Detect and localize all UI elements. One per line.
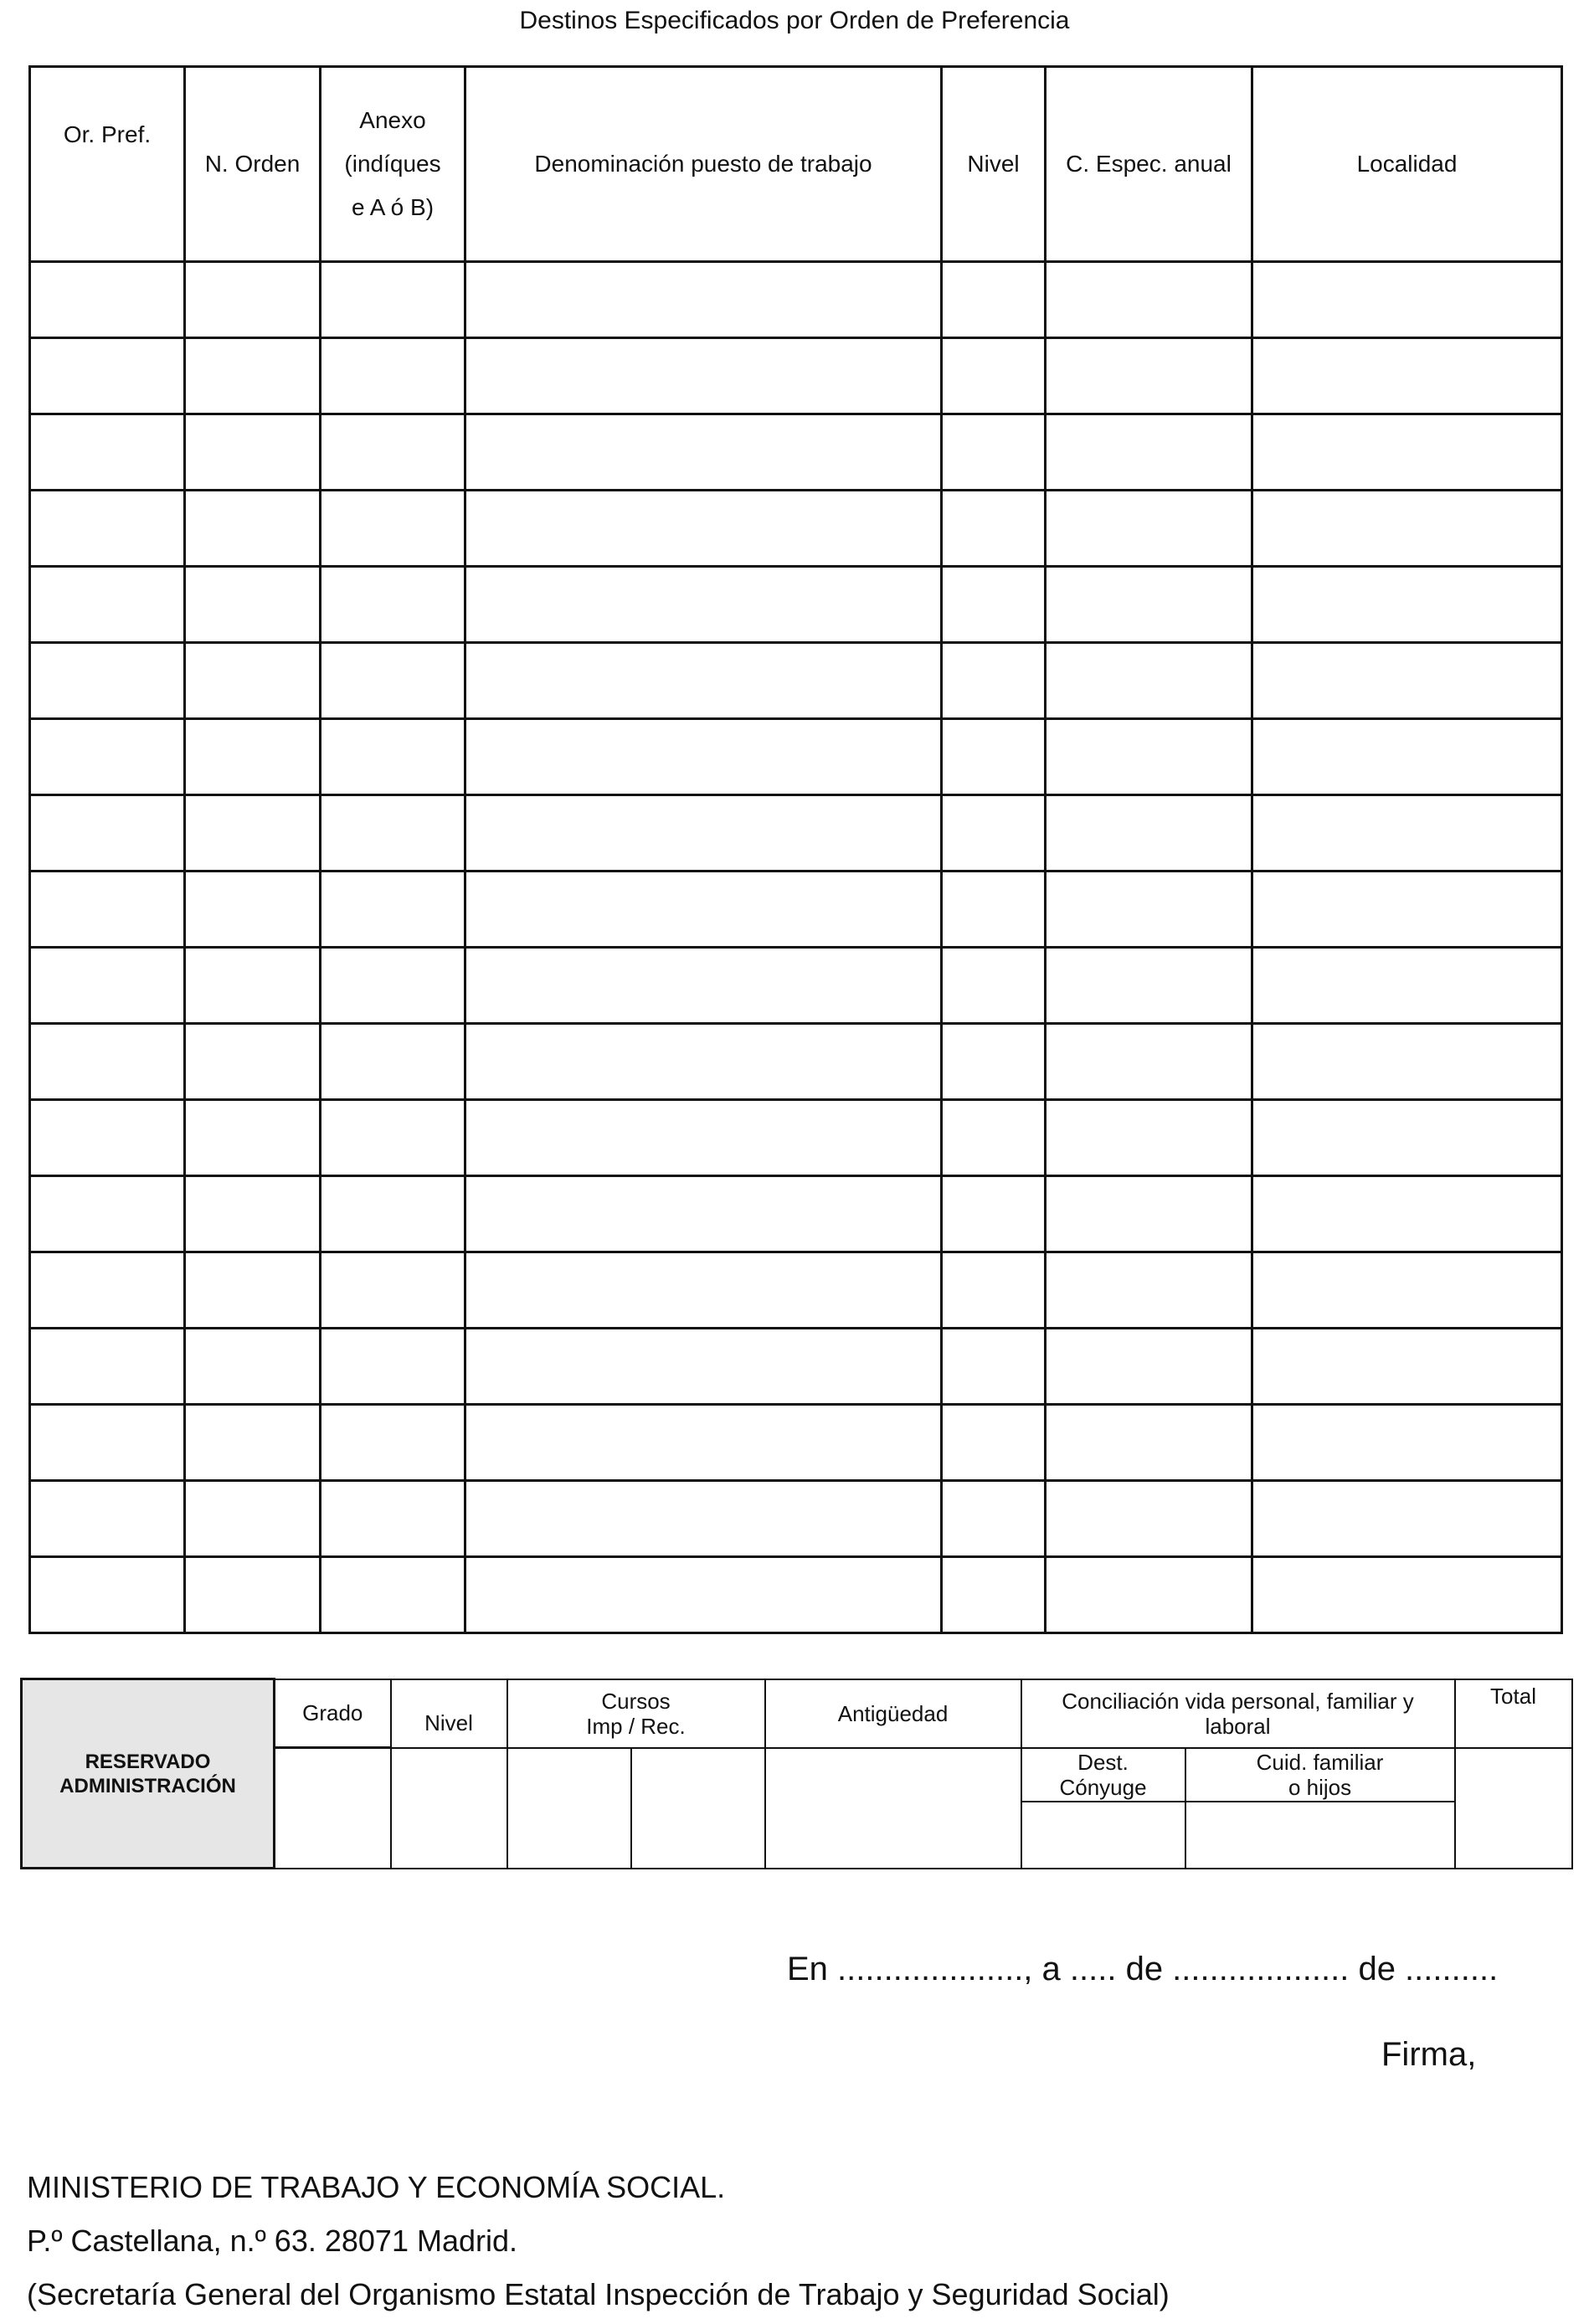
cell-n-orden [185, 1100, 321, 1176]
table-row [30, 1405, 1562, 1481]
cell-n-orden [185, 1176, 321, 1252]
cell-localidad [1252, 1557, 1562, 1633]
cell-n-orden [185, 1405, 321, 1481]
cell-n-orden [185, 1557, 321, 1633]
admin-cell-dest-conyuge [1021, 1802, 1185, 1869]
cell-localidad [1252, 719, 1562, 795]
cell-anexo [321, 1329, 465, 1405]
cell-nivel [942, 491, 1046, 567]
cell-localidad [1252, 795, 1562, 872]
cell-anexo [321, 872, 465, 948]
reserved-administration-label [22, 1679, 275, 1869]
cell-nivel [942, 1100, 1046, 1176]
cell-localidad [1252, 1405, 1562, 1481]
cell-localidad [1252, 1329, 1562, 1405]
cell-c-espec [1046, 1176, 1252, 1252]
cell-anexo [321, 491, 465, 567]
cell-n-orden [185, 1329, 321, 1405]
cell-denominacion [465, 1405, 942, 1481]
preference-table [28, 65, 1563, 1634]
cell-or-pref [30, 643, 185, 719]
cell-anexo [321, 1176, 465, 1252]
cell-or-pref [30, 414, 185, 491]
cell-denominacion [465, 1100, 942, 1176]
cell-or-pref [30, 567, 185, 643]
cell-anexo [321, 1405, 465, 1481]
cell-denominacion [465, 262, 942, 338]
cell-denominacion [465, 948, 942, 1024]
cell-or-pref [30, 1024, 185, 1100]
cell-denominacion [465, 1252, 942, 1329]
cell-localidad [1252, 567, 1562, 643]
cell-n-orden [185, 719, 321, 795]
cell-nivel [942, 643, 1046, 719]
cell-anexo [321, 1024, 465, 1100]
cell-c-espec [1046, 719, 1252, 795]
preference-table-body [30, 262, 1562, 1633]
cell-or-pref [30, 1100, 185, 1176]
cell-denominacion [465, 872, 942, 948]
table-row [30, 1557, 1562, 1633]
cell-c-espec [1046, 338, 1252, 414]
cell-c-espec [1046, 1252, 1252, 1329]
cell-c-espec [1046, 948, 1252, 1024]
admin-subheader-dest-conyuge [1021, 1748, 1185, 1802]
header-anexo [321, 67, 465, 262]
cell-localidad [1252, 338, 1562, 414]
cell-c-espec [1046, 414, 1252, 491]
cell-or-pref [30, 872, 185, 948]
cell-or-pref [30, 1557, 185, 1633]
table-row [30, 872, 1562, 948]
cell-localidad [1252, 1481, 1562, 1557]
cell-localidad [1252, 414, 1562, 491]
admin-cell-cursos-imp [507, 1748, 631, 1869]
admin-cell-total [1455, 1748, 1572, 1869]
cell-or-pref [30, 1481, 185, 1557]
cell-denominacion [465, 338, 942, 414]
cell-anexo [321, 719, 465, 795]
cell-nivel [942, 338, 1046, 414]
table-row [30, 1252, 1562, 1329]
cell-nivel [942, 948, 1046, 1024]
cell-n-orden [185, 1024, 321, 1100]
cell-anexo [321, 414, 465, 491]
dest-line1: Dest. [1077, 1749, 1129, 1775]
table-row [30, 795, 1562, 872]
table-row [30, 1100, 1562, 1176]
cell-or-pref [30, 948, 185, 1024]
cell-c-espec [1046, 1405, 1252, 1481]
admin-header-cursos [507, 1679, 765, 1748]
cell-c-espec [1046, 643, 1252, 719]
table-row [30, 262, 1562, 338]
cell-c-espec [1046, 1329, 1252, 1405]
date-place-line: En ...................., a ..... de ................... de .......... [787, 1951, 1499, 1987]
cell-denominacion [465, 1329, 942, 1405]
table-row [30, 643, 1562, 719]
cell-nivel [942, 872, 1046, 948]
cell-n-orden [185, 872, 321, 948]
cell-denominacion [465, 491, 942, 567]
cell-n-orden [185, 491, 321, 567]
admin-header-total: Total [1455, 1679, 1572, 1748]
table-row [30, 414, 1562, 491]
cell-or-pref [30, 491, 185, 567]
cell-nivel [942, 1405, 1046, 1481]
cell-or-pref [30, 262, 185, 338]
admin-subheader-cuid-familiar [1185, 1748, 1455, 1802]
cell-c-espec [1046, 1024, 1252, 1100]
cell-c-espec [1046, 491, 1252, 567]
cell-n-orden [185, 262, 321, 338]
cell-nivel [942, 719, 1046, 795]
table-row [30, 1024, 1562, 1100]
cuid-line2: o hijos [1288, 1774, 1352, 1800]
cell-or-pref [30, 1329, 185, 1405]
cell-anexo [321, 643, 465, 719]
table-row [30, 948, 1562, 1024]
admin-cell-cuid-familiar [1185, 1802, 1455, 1869]
cell-localidad [1252, 262, 1562, 338]
cell-localidad [1252, 872, 1562, 948]
cell-nivel [942, 1481, 1046, 1557]
cell-or-pref [30, 795, 185, 872]
cursos-line1: Cursos [601, 1688, 671, 1714]
cell-anexo [321, 1100, 465, 1176]
cell-denominacion [465, 414, 942, 491]
cell-or-pref [30, 1176, 185, 1252]
cell-denominacion [465, 567, 942, 643]
cell-localidad [1252, 948, 1562, 1024]
cell-nivel [942, 567, 1046, 643]
header-localidad: Localidad [1252, 67, 1562, 262]
cell-anexo [321, 262, 465, 338]
header-anexo-line1: Anexo [359, 107, 426, 133]
cell-or-pref [30, 1405, 185, 1481]
cell-denominacion [465, 643, 942, 719]
page-title: Destinos Especificados por Orden de Preferencia [519, 7, 1070, 34]
cell-or-pref [30, 719, 185, 795]
table-row [30, 1176, 1562, 1252]
header-c-espec: C. Espec. anual [1046, 67, 1252, 262]
cell-anexo [321, 1557, 465, 1633]
admin-header-nivel: Nivel [391, 1679, 507, 1748]
cuid-line1: Cuid. familiar [1256, 1749, 1384, 1775]
cell-localidad [1252, 1100, 1562, 1176]
cell-or-pref [30, 1252, 185, 1329]
cell-denominacion [465, 795, 942, 872]
table-row [30, 491, 1562, 567]
cell-n-orden [185, 795, 321, 872]
cell-nivel [942, 1252, 1046, 1329]
conciliacion-line2: laboral [1205, 1713, 1271, 1739]
cell-n-orden [185, 567, 321, 643]
cell-localidad [1252, 643, 1562, 719]
cell-nivel [942, 262, 1046, 338]
cell-anexo [321, 567, 465, 643]
cell-n-orden [185, 643, 321, 719]
table-row [30, 1481, 1562, 1557]
admin-cell-cursos-rec [631, 1748, 765, 1869]
preference-table-header [30, 67, 1562, 262]
cell-denominacion [465, 1481, 942, 1557]
cell-n-orden [185, 1481, 321, 1557]
header-denominacion: Denominación puesto de trabajo [465, 67, 942, 262]
header-anexo-line2: (indíques [344, 151, 441, 177]
cell-c-espec [1046, 1100, 1252, 1176]
cell-denominacion [465, 1024, 942, 1100]
admin-table [20, 1678, 1573, 1869]
admin-cell-antiguedad [765, 1748, 1021, 1869]
footer-department: (Secretaría General del Organismo Estatal Inspección de Trabajo y Seguridad Social) [27, 2277, 1170, 2311]
header-n-orden: N. Orden [185, 67, 321, 262]
cell-nivel [942, 1024, 1046, 1100]
cell-localidad [1252, 491, 1562, 567]
cell-n-orden [185, 1252, 321, 1329]
cell-or-pref [30, 338, 185, 414]
cell-anexo [321, 1481, 465, 1557]
cell-anexo [321, 1252, 465, 1329]
table-row [30, 338, 1562, 414]
footer-ministry: MINISTERIO DE TRABAJO Y ECONOMÍA SOCIAL. [27, 2170, 726, 2204]
cell-anexo [321, 948, 465, 1024]
admin-header-grado: Grado [275, 1679, 391, 1748]
cell-c-espec [1046, 1557, 1252, 1633]
cell-nivel [942, 414, 1046, 491]
cell-c-espec [1046, 1481, 1252, 1557]
cell-c-espec [1046, 567, 1252, 643]
cell-c-espec [1046, 262, 1252, 338]
cell-denominacion [465, 1176, 942, 1252]
cell-c-espec [1046, 795, 1252, 872]
dest-line2: Cónyuge [1059, 1774, 1147, 1800]
cell-localidad [1252, 1024, 1562, 1100]
cell-c-espec [1046, 872, 1252, 948]
cursos-line2: Imp / Rec. [586, 1713, 686, 1739]
cell-n-orden [185, 948, 321, 1024]
signature-label: Firma, [1381, 2036, 1477, 2073]
admin-cell-nivel [391, 1748, 507, 1869]
conciliacion-line1: Conciliación vida personal, familiar y [1062, 1688, 1414, 1714]
cell-nivel [942, 795, 1046, 872]
table-row [30, 567, 1562, 643]
table-row [30, 1329, 1562, 1405]
footer-address: P.º Castellana, n.º 63. 28071 Madrid. [27, 2224, 518, 2258]
cell-n-orden [185, 338, 321, 414]
reserved-line2: ADMINISTRACIÓN [59, 1774, 236, 1797]
header-anexo-line3: e A ó B) [351, 194, 435, 220]
cell-n-orden [185, 414, 321, 491]
cell-nivel [942, 1557, 1046, 1633]
cell-localidad [1252, 1176, 1562, 1252]
reserved-line1: RESERVADO [85, 1750, 211, 1773]
header-nivel: Nivel [942, 67, 1046, 262]
table-row [30, 719, 1562, 795]
cell-localidad [1252, 1252, 1562, 1329]
admin-header-conciliacion [1021, 1679, 1455, 1748]
admin-cell-grado [275, 1748, 391, 1869]
header-or-pref: Or. Pref. [30, 67, 185, 262]
cell-nivel [942, 1176, 1046, 1252]
cell-denominacion [465, 1557, 942, 1633]
cell-denominacion [465, 719, 942, 795]
admin-header-antiguedad: Antigüedad [765, 1679, 1021, 1748]
cell-nivel [942, 1329, 1046, 1405]
cell-anexo [321, 795, 465, 872]
cell-anexo [321, 338, 465, 414]
